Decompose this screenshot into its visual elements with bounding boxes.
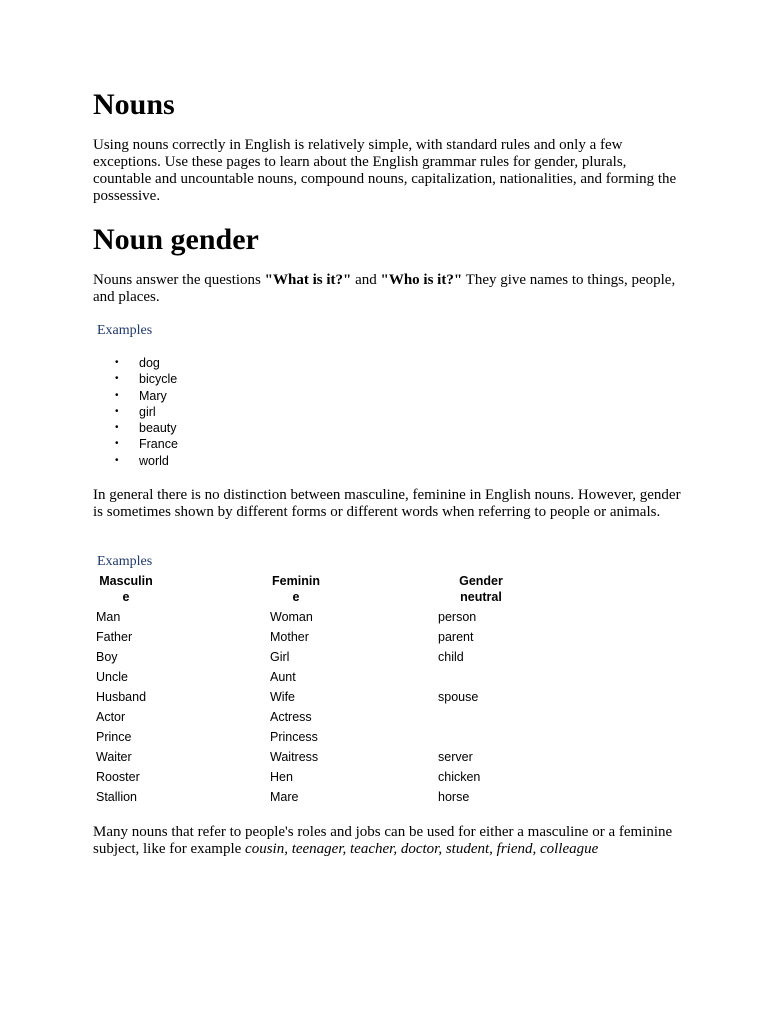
question-who: "Who is it?"	[380, 272, 463, 288]
neutral-cell: horse	[438, 790, 470, 804]
list-item-text: dog	[139, 356, 160, 370]
header-feminine	[270, 573, 322, 605]
examples-list	[115, 355, 178, 469]
list-item-text: girl	[139, 404, 156, 419]
questions-paragraph	[93, 272, 683, 306]
list-item	[115, 453, 178, 469]
intro-paragraph: Using nouns correctly in English is relatively simple, with standard rules and only a few exceptions. Use these pages to learn about the English grammar rules for gender, plurals, countable and uncountable nouns, compound nouns, capitalization, nationalities, and forming the possessive.	[93, 137, 677, 204]
bullet-icon: •	[115, 373, 119, 385]
feminine-cell: Mother	[270, 630, 309, 644]
feminine-cell: Girl	[270, 650, 290, 664]
header-feminine-line2: e	[292, 590, 300, 604]
roles-paragraph	[93, 824, 683, 858]
bullet-icon: •	[115, 405, 119, 417]
bullet-icon: •	[115, 438, 119, 450]
noun-gender-heading: Noun gender	[93, 223, 259, 256]
table-row	[96, 627, 596, 647]
header-masculine-line2: e	[122, 590, 130, 604]
table-row	[96, 687, 596, 707]
neutral-cell: chicken	[438, 770, 481, 784]
questions-text-pre: Nouns answer the questions	[93, 272, 265, 288]
masculine-cell: Father	[96, 630, 133, 644]
header-gender-neutral	[456, 573, 506, 605]
table-row	[96, 747, 596, 767]
feminine-cell: Wife	[270, 690, 295, 704]
header-masculine	[96, 573, 156, 605]
examples-label: Examples	[97, 323, 153, 338]
bullet-icon: •	[115, 454, 119, 466]
list-item-text: France	[139, 437, 178, 452]
neutral-cell: child	[438, 650, 464, 664]
neutral-cell: spouse	[438, 690, 479, 704]
header-feminine-line1: Feminin	[272, 574, 320, 588]
examples-label: Examples	[97, 554, 153, 569]
roles-examples: cousin, teenager, teacher, doctor, student, friend, colleague	[245, 841, 599, 857]
header-neutral-line2: neutral	[460, 590, 502, 604]
roles-text: Many nouns that refer to people's roles and jobs can be used for either a masculine or a feminine subject, like for example	[93, 824, 673, 857]
feminine-cell: Aunt	[270, 670, 296, 684]
list-item	[115, 388, 178, 404]
list-item	[115, 420, 178, 436]
masculine-cell: Prince	[96, 730, 132, 744]
table-row	[96, 787, 596, 807]
bullet-icon: •	[115, 357, 119, 368]
bullet-icon: •	[115, 389, 119, 401]
list-item	[115, 436, 178, 452]
neutral-cell: person	[438, 610, 477, 624]
masculine-cell: Husband	[96, 690, 147, 704]
question-what: "What is it?"	[264, 272, 352, 288]
list-item-text: bicycle	[139, 372, 178, 387]
neutral-cell: parent	[438, 630, 474, 644]
feminine-cell: Waitress	[270, 750, 319, 764]
header-neutral-line1: Gender	[459, 574, 503, 588]
table-row	[96, 727, 596, 747]
masculine-cell: Rooster	[96, 770, 140, 784]
header-masculine-line1: Masculin	[99, 574, 153, 588]
masculine-cell: Actor	[96, 710, 126, 724]
list-item-text: world	[139, 453, 169, 468]
table-row	[96, 767, 596, 787]
feminine-cell: Actress	[270, 710, 312, 724]
page-title: Nouns	[93, 88, 175, 121]
questions-text-post: They give names to things, people, and places.	[93, 272, 676, 305]
table-row	[96, 647, 596, 667]
masculine-cell: Boy	[96, 650, 118, 664]
list-item	[115, 404, 178, 420]
table-row	[96, 667, 596, 687]
feminine-cell: Princess	[270, 730, 318, 744]
list-item-text: Mary	[139, 388, 167, 403]
table-row	[96, 607, 596, 627]
feminine-cell: Mare	[270, 790, 299, 804]
gender-distinction-paragraph: In general there is no distinction between masculine, feminine in English nouns. However, gender is sometimes shown by different forms or different words when referring to people or animals.	[93, 487, 681, 520]
table-row	[96, 707, 596, 727]
feminine-cell: Woman	[270, 610, 313, 624]
bullet-icon: •	[115, 422, 119, 434]
list-item	[115, 371, 178, 387]
masculine-cell: Man	[96, 610, 121, 624]
list-item	[115, 355, 178, 371]
masculine-cell: Waiter	[96, 750, 132, 764]
list-item-text: beauty	[139, 421, 177, 436]
masculine-cell: Stallion	[96, 790, 137, 804]
masculine-cell: Uncle	[96, 670, 128, 684]
questions-text-mid: and	[351, 272, 381, 288]
feminine-cell: Hen	[270, 770, 293, 784]
neutral-cell: server	[438, 750, 473, 764]
